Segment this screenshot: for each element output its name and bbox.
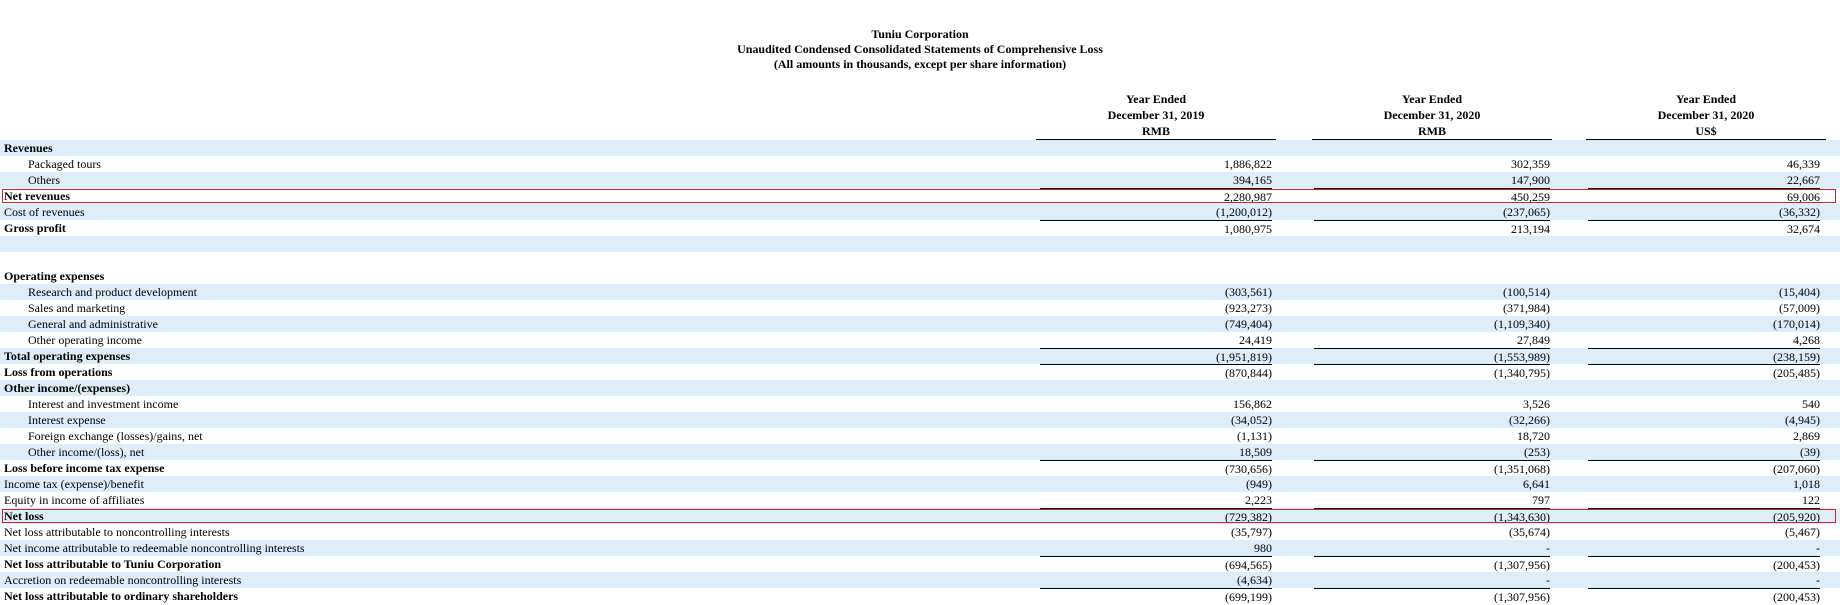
row-label: Total operating expenses xyxy=(4,349,131,363)
table-row xyxy=(0,268,1840,284)
row-value: 27,849 xyxy=(1517,333,1550,347)
row-label: Other income/(expenses) xyxy=(4,381,131,395)
row-value: 156,862 xyxy=(1233,397,1272,411)
row-value: 2,223 xyxy=(1245,493,1272,507)
row-value: - xyxy=(1816,573,1820,587)
row-value: (923,273) xyxy=(1225,301,1272,315)
row-value xyxy=(1588,252,1820,267)
highlight-box xyxy=(2,509,1836,523)
column-header-currency: RMB xyxy=(1036,123,1276,140)
row-value: (1,131) xyxy=(1237,429,1272,443)
row-value: 6,641 xyxy=(1523,477,1550,491)
row-value: 797 xyxy=(1532,493,1550,507)
table-row xyxy=(0,508,1840,524)
row-value: (749,404) xyxy=(1225,317,1272,331)
row-label: Net revenues xyxy=(4,189,71,203)
row-value xyxy=(1588,236,1820,251)
row-value: (699,199) xyxy=(1040,588,1272,604)
row-label: Net loss attributable to noncontrolling interests xyxy=(4,525,230,539)
table-row xyxy=(0,556,1840,572)
row-label: Others xyxy=(28,173,60,187)
row-value: 18,509 xyxy=(1239,445,1272,459)
row-value: (371,984) xyxy=(1503,301,1550,315)
table-row xyxy=(0,220,1840,236)
row-value: (1,351,068) xyxy=(1314,460,1550,476)
column-header-line1: Year Ended xyxy=(1675,92,1737,106)
row-value: (4,634) xyxy=(1237,573,1272,587)
table-row xyxy=(0,492,1840,508)
table-row xyxy=(0,348,1840,364)
row-value: (36,332) xyxy=(1779,205,1820,219)
row-value: 540 xyxy=(1802,397,1820,411)
row-value: (5,467) xyxy=(1785,525,1820,539)
table-row xyxy=(0,156,1840,172)
row-value: (34,052) xyxy=(1231,413,1272,427)
table-row xyxy=(0,204,1840,220)
statement-title-block xyxy=(0,27,1840,72)
row-value: 394,165 xyxy=(1233,173,1272,187)
amounts-note: (All amounts in thousands, except per share information) xyxy=(773,57,1067,71)
row-value: 1,018 xyxy=(1793,477,1820,491)
row-value: (303,561) xyxy=(1225,285,1272,299)
row-value: (200,453) xyxy=(1588,588,1820,604)
row-value: 147,900 xyxy=(1511,173,1550,187)
table-row xyxy=(0,396,1840,412)
row-value: (39) xyxy=(1800,445,1820,459)
column-header-line1: Year Ended xyxy=(1125,92,1187,106)
row-label: Cost of revenues xyxy=(4,205,85,219)
column-header-line2: December 31, 2019 xyxy=(1107,108,1205,122)
row-label: Revenues xyxy=(4,141,53,155)
row-value: (4,945) xyxy=(1785,413,1820,427)
row-value: - xyxy=(1546,573,1550,587)
row-value: 46,339 xyxy=(1787,157,1820,171)
row-value: 213,194 xyxy=(1314,220,1550,236)
row-value xyxy=(1314,252,1550,267)
table-row xyxy=(0,300,1840,316)
row-label: Equity in income of affiliates xyxy=(4,493,145,507)
highlight-box xyxy=(2,189,1836,203)
column-header-2019-rmb xyxy=(1036,91,1276,140)
table-row xyxy=(0,236,1840,252)
row-value: (205,485) xyxy=(1588,364,1820,380)
row-label: Net loss attributable to ordinary shareholders xyxy=(4,589,239,603)
row-label: Interest and investment income xyxy=(28,397,179,411)
row-value: (15,404) xyxy=(1779,285,1820,299)
row-value: - xyxy=(1546,541,1550,555)
row-value xyxy=(1040,268,1272,283)
column-header-currency: US$ xyxy=(1586,123,1826,140)
row-label: Interest expense xyxy=(28,413,106,427)
row-value xyxy=(1588,380,1820,395)
row-label: Loss before income tax expense xyxy=(4,461,165,475)
column-header-currency: RMB xyxy=(1312,123,1552,140)
row-value xyxy=(1588,140,1820,155)
table-row xyxy=(0,316,1840,332)
column-header-line1: Year Ended xyxy=(1401,92,1463,106)
row-value: (57,009) xyxy=(1779,301,1820,315)
row-value: (238,159) xyxy=(1588,348,1820,364)
row-value: 1,886,822 xyxy=(1224,157,1272,171)
table-row xyxy=(0,332,1840,348)
table-row xyxy=(0,188,1840,204)
row-value: 18,720 xyxy=(1517,429,1550,443)
row-value xyxy=(1040,140,1272,155)
row-value: 24,419 xyxy=(1239,333,1272,347)
column-header-line2: December 31, 2020 xyxy=(1657,108,1755,122)
row-label: Other income/(loss), net xyxy=(28,445,145,459)
row-value: (1,553,989) xyxy=(1314,348,1550,364)
column-header-line2: December 31, 2020 xyxy=(1383,108,1481,122)
table-row xyxy=(0,140,1840,156)
row-value: 450,259 xyxy=(1314,188,1550,204)
row-value: (1,109,340) xyxy=(1494,317,1550,331)
row-value xyxy=(1040,236,1272,251)
table-row xyxy=(0,172,1840,188)
row-value: (729,382) xyxy=(1040,508,1272,524)
row-value xyxy=(1588,268,1820,283)
table-row xyxy=(0,252,1840,268)
row-value: 2,280,987 xyxy=(1040,188,1272,204)
row-value: 2,869 xyxy=(1793,429,1820,443)
table-row xyxy=(0,412,1840,428)
row-value: (35,797) xyxy=(1231,525,1272,539)
row-value: 32,674 xyxy=(1588,220,1820,236)
row-label: Research and product development xyxy=(28,285,197,299)
statement-title: Unaudited Condensed Consolidated Statements of Comprehensive Loss xyxy=(737,42,1103,56)
row-value xyxy=(1314,268,1550,283)
table-row xyxy=(0,444,1840,460)
company-name: Tuniu Corporation xyxy=(871,27,969,41)
row-value xyxy=(1314,380,1550,395)
row-value xyxy=(1040,380,1272,395)
row-value: - xyxy=(1816,541,1820,555)
row-label: Gross profit xyxy=(4,221,66,235)
row-label: Income tax (expense)/benefit xyxy=(4,477,144,491)
row-value: (949) xyxy=(1246,477,1272,491)
table-row xyxy=(0,588,1840,604)
row-label: Net loss attributable to Tuniu Corporation xyxy=(4,557,222,571)
row-label: Packaged tours xyxy=(28,157,101,171)
table-row xyxy=(0,428,1840,444)
row-value: 4,268 xyxy=(1793,333,1820,347)
row-label: Net income attributable to redeemable noncontrolling interests xyxy=(4,541,305,555)
column-header-2020-usd xyxy=(1586,91,1826,140)
table-row xyxy=(0,476,1840,492)
row-value: 980 xyxy=(1254,541,1272,555)
row-value: (1,200,012) xyxy=(1216,205,1272,219)
row-label: General and administrative xyxy=(28,317,158,331)
row-value: (35,674) xyxy=(1509,525,1550,539)
row-value: 302,359 xyxy=(1511,157,1550,171)
row-label: Loss from operations xyxy=(4,365,113,379)
row-value: (237,065) xyxy=(1503,205,1550,219)
column-header-2020-rmb xyxy=(1312,91,1552,140)
row-value: (730,656) xyxy=(1040,460,1272,476)
table-row xyxy=(0,540,1840,556)
row-value: (870,844) xyxy=(1040,364,1272,380)
table-row xyxy=(0,364,1840,380)
table-row xyxy=(0,524,1840,540)
row-value: (32,266) xyxy=(1509,413,1550,427)
row-value xyxy=(1314,236,1550,251)
row-value: (1,307,956) xyxy=(1314,556,1550,572)
row-value: 3,526 xyxy=(1523,397,1550,411)
row-label: Accretion on redeemable noncontrolling interests xyxy=(4,573,242,587)
table-row xyxy=(0,572,1840,588)
row-value: 122 xyxy=(1802,493,1820,507)
table-row xyxy=(0,284,1840,300)
row-value: (1,343,630) xyxy=(1314,508,1550,524)
row-value: 69,006 xyxy=(1588,188,1820,204)
row-value xyxy=(1040,252,1272,267)
table-row xyxy=(0,380,1840,396)
row-value: (1,951,819) xyxy=(1040,348,1272,364)
row-label: Operating expenses xyxy=(4,269,105,283)
row-label: Sales and marketing xyxy=(28,301,126,315)
row-value: (1,340,795) xyxy=(1314,364,1550,380)
row-label: Other operating income xyxy=(28,333,142,347)
row-value: (207,060) xyxy=(1588,460,1820,476)
row-value: (205,920) xyxy=(1588,508,1820,524)
row-value: (253) xyxy=(1524,445,1550,459)
table-row xyxy=(0,460,1840,476)
row-value: (170,014) xyxy=(1773,317,1820,331)
row-value: (100,514) xyxy=(1503,285,1550,299)
row-value: (1,307,956) xyxy=(1314,588,1550,604)
row-value: 22,667 xyxy=(1787,173,1820,187)
row-value: (200,453) xyxy=(1588,556,1820,572)
row-label: Foreign exchange (losses)/gains, net xyxy=(28,429,203,443)
row-value: 1,080,975 xyxy=(1040,220,1272,236)
row-label: Net loss xyxy=(4,509,44,523)
row-value: (694,565) xyxy=(1040,556,1272,572)
row-value xyxy=(1314,140,1550,155)
